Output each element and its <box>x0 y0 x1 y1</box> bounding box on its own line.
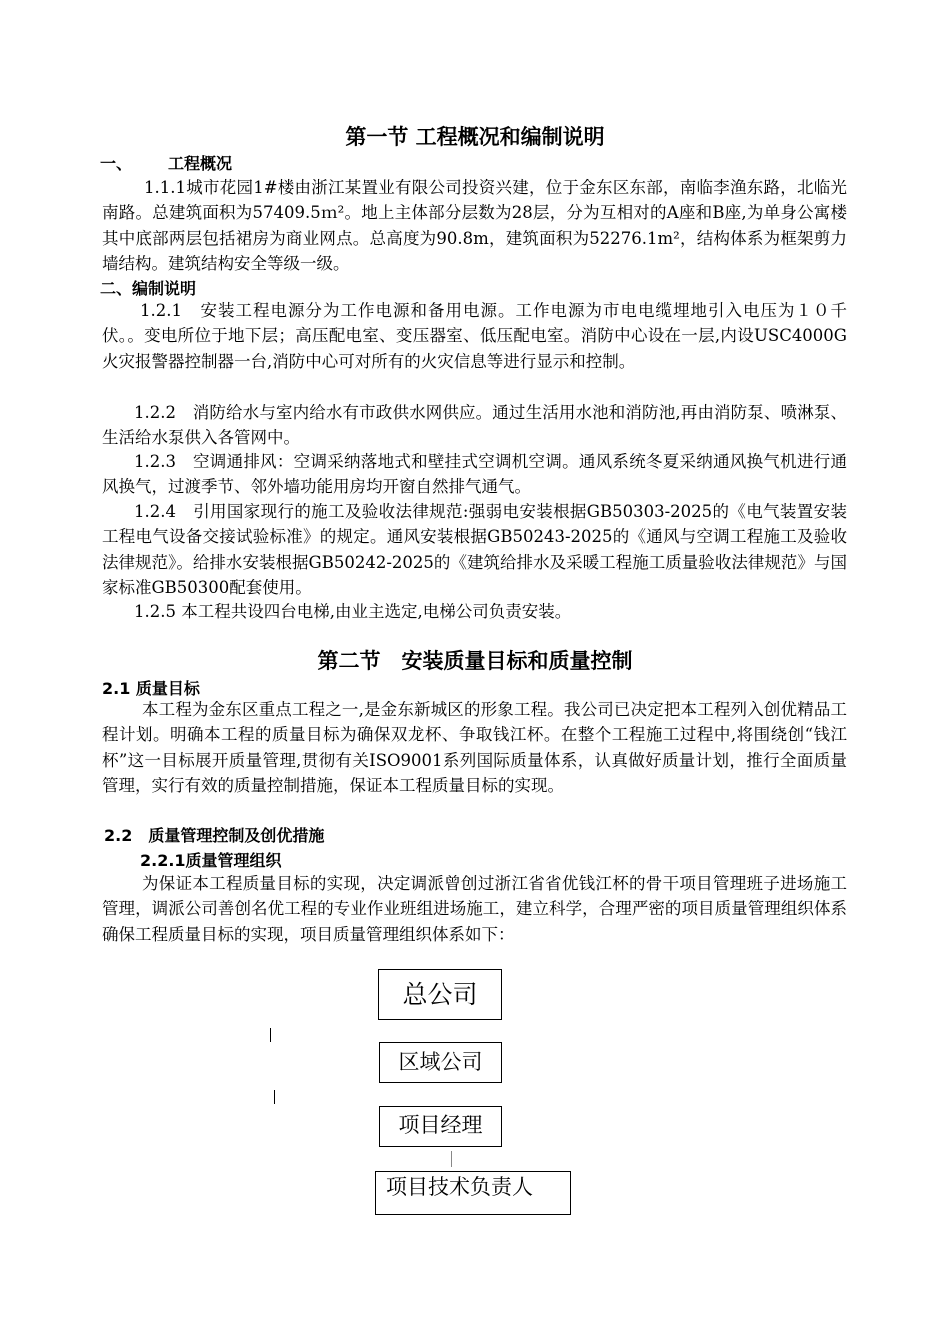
org-connector-line <box>270 1028 271 1042</box>
paragraph-1-2-1: 1.2.1 安装工程电源分为工作电源和备用电源。工作电源为市电电缆埋地引入电压为１０千伏。。变电所位于地下层；高压配电室、变压器室、低压配电室。消防中心设在一层,内设USC4000G火灾报警器控制器一台,消防中心可对所有的火灾信息等进行显示和控制。 <box>102 301 847 371</box>
section1-sub2-label: 二、编制说明 <box>100 279 197 298</box>
paragraph-2-2-1: 为保证本工程质量目标的实现，决定调派曾创过浙江省省优钱江杯的骨干项目管理班子进场施工管理，调派公司善创名优工程的专业作业班组进场施工，建立科学，合理严密的项目质量管理组织体系确保工程质量目标的实现，项目质量管理组织体系如下： <box>102 874 847 944</box>
paragraph-1-2-5: 1.2.5 本工程共设四台电梯,由业主选定,电梯公司负责安装。 <box>134 602 572 621</box>
org-box-regional-company: 区域公司 <box>379 1042 502 1083</box>
heading-2-1: 2.1 质量目标 <box>102 679 200 698</box>
paragraph-1-2-3: 1.2.3 空调通排风：空调采纳落地式和壁挂式空调机空调。通风系统冬夏采纳通风换气机进行通风换气，过渡季节、邻外墙功能用房均开窗自然排气通气。 <box>102 452 847 497</box>
org-box-technical-lead: 项目技术负责人 <box>375 1171 571 1215</box>
org-connector-line <box>451 1151 452 1167</box>
section1-sub1-label: 工程概况 <box>168 154 233 173</box>
org-box-project-manager: 项目经理 <box>379 1106 502 1147</box>
org-box-head-office: 总公司 <box>378 969 502 1020</box>
section2-title: 第二节 安装质量目标和质量控制 <box>317 649 633 673</box>
section1-sub1-number: 一、 <box>100 154 133 173</box>
heading-2-2: 2.2 质量管理控制及创优措施 <box>104 826 325 845</box>
heading-2-2-1: 2.2.1质量管理组织 <box>140 851 282 870</box>
paragraph-1-2-4: 1.2.4 引用国家现行的施工及验收法律规范:强弱电安装根据GB50303-2025的《电气装置安装工程电气设备交接试验标准》的规定。通风安装根据GB50243-2025的《通风与空调工程施工及验收法律规范》。给排水安装根据GB50242-2025的《建筑给排水及采暖工程施工质量验收法律规范》与国家标准GB50300配套使用。 <box>102 502 847 597</box>
org-connector-line <box>274 1090 275 1104</box>
paragraph-2-1: 本工程为金东区重点工程之一,是金东新城区的形象工程。我公司已决定把本工程列入创优精品工程计划。明确本工程的质量目标为确保双龙杯、争取钱江杯。在整个工程施工过程中,将围绕创“钱江杯”这一目标展开质量管理,贯彻有关ISO9001系列国际质量体系，认真做好质量计划，推行全面质量管理，实行有效的质量控制措施，保证本工程质量目标的实现。 <box>102 700 847 795</box>
paragraph-1-2-2: 1.2.2 消防给水与室内给水有市政供水网供应。通过生活用水池和消防池,再由消防泵、喷淋泵、生活给水泵供入各管网中。 <box>102 403 847 448</box>
section1-title: 第一节 工程概况和编制说明 <box>345 125 605 149</box>
paragraph-1-1-1: 1.1.1城市花园1#楼由浙江某置业有限公司投资兴建，位于金东区东部，南临李渔东路，北临光南路。总建筑面积为57409.5ｍ²。地上主体部分层数为28层，分为互相对的A座和B座,为单身公寓楼其中底部两层包括裙房为商业网点。总高度为90.8m，建筑面积为52276.1m²，结构体系为框架剪力墙结构。建筑结构安全等级一级。 <box>102 178 847 273</box>
